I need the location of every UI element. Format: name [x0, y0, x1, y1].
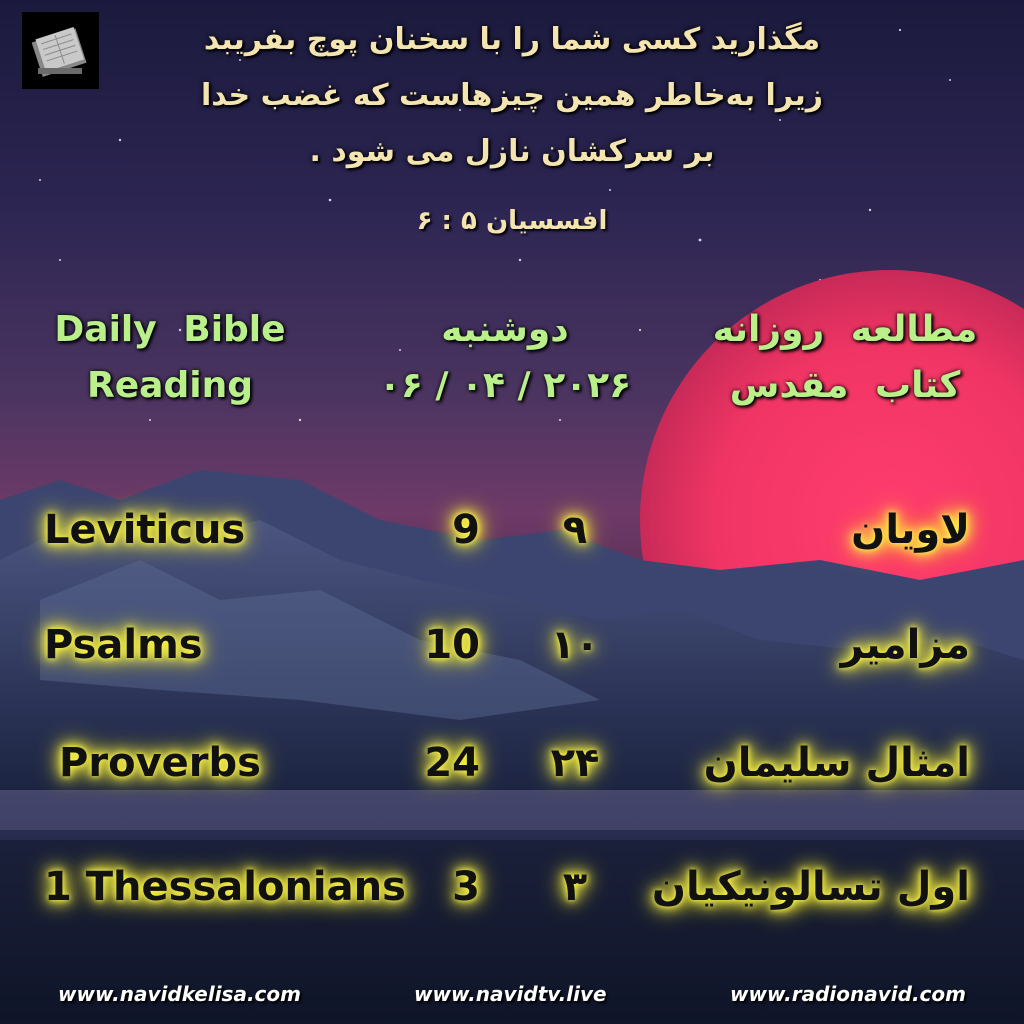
reading-chapter-persian: ۱۰: [550, 622, 600, 668]
header-english-line-2: Reading: [87, 365, 253, 406]
reading-persian: اول تسالونیکیان: [651, 864, 970, 910]
reading-persian: لاویان: [851, 507, 970, 553]
reading-chapter: 3: [452, 864, 480, 910]
reading-persian: امثال سلیمان: [703, 740, 970, 786]
reading-chapter: 9: [452, 507, 480, 553]
header-english: [50, 302, 290, 414]
verse-line-1: مگذارید کسی شما را با سخنان پوچ بفریبد: [203, 22, 821, 57]
reading-english: Leviticus: [44, 507, 246, 553]
footer-link-navidkelisa[interactable]: www.navidkelisa.com: [58, 982, 301, 1006]
header-date: [340, 302, 670, 414]
book-icon: [30, 20, 92, 82]
reading-chapter: 24: [424, 740, 480, 786]
footer-link-radionavid[interactable]: www.radionavid.com: [730, 982, 966, 1006]
verse-line-2: زیرا به‌خاطر همین چیزهاست که غضب خدا: [200, 78, 824, 113]
header-day: دوشنبه: [441, 309, 569, 350]
reading-english: 1 Thessalonians: [44, 864, 406, 910]
verse-reference: افسسیان ۵ : ۶: [416, 206, 608, 236]
reading-english: Proverbs: [59, 740, 261, 786]
reading-row: [0, 495, 1024, 565]
header-persian-line-2: کتاب مقدس: [729, 365, 961, 406]
footer: [0, 974, 1024, 1014]
reading-persian: مزامیر: [840, 622, 970, 668]
header-persian: [700, 302, 990, 414]
verse-line-3: بر سرکشان نازل می شود .: [309, 134, 715, 169]
reading-chapter-persian: ۳: [562, 864, 588, 910]
header-date-value: ۰۶ / ۰۴ / ۲۰۲۶: [378, 365, 632, 406]
reading-english: Psalms: [44, 622, 203, 668]
reading-row: [0, 610, 1024, 680]
verse-text: [150, 12, 874, 180]
header-persian-line-1: مطالعه روزانه: [712, 309, 978, 350]
logo: [22, 12, 99, 89]
footer-link-navidtv[interactable]: www.navidtv.live: [414, 982, 607, 1006]
reading-chapter: 10: [424, 622, 480, 668]
header-english-line-1: Daily Bible: [54, 309, 286, 350]
reading-chapter-persian: ۹: [562, 507, 588, 553]
reading-chapter-persian: ۲۴: [550, 740, 600, 786]
reading-row: [0, 852, 1024, 922]
reading-row: [0, 728, 1024, 798]
